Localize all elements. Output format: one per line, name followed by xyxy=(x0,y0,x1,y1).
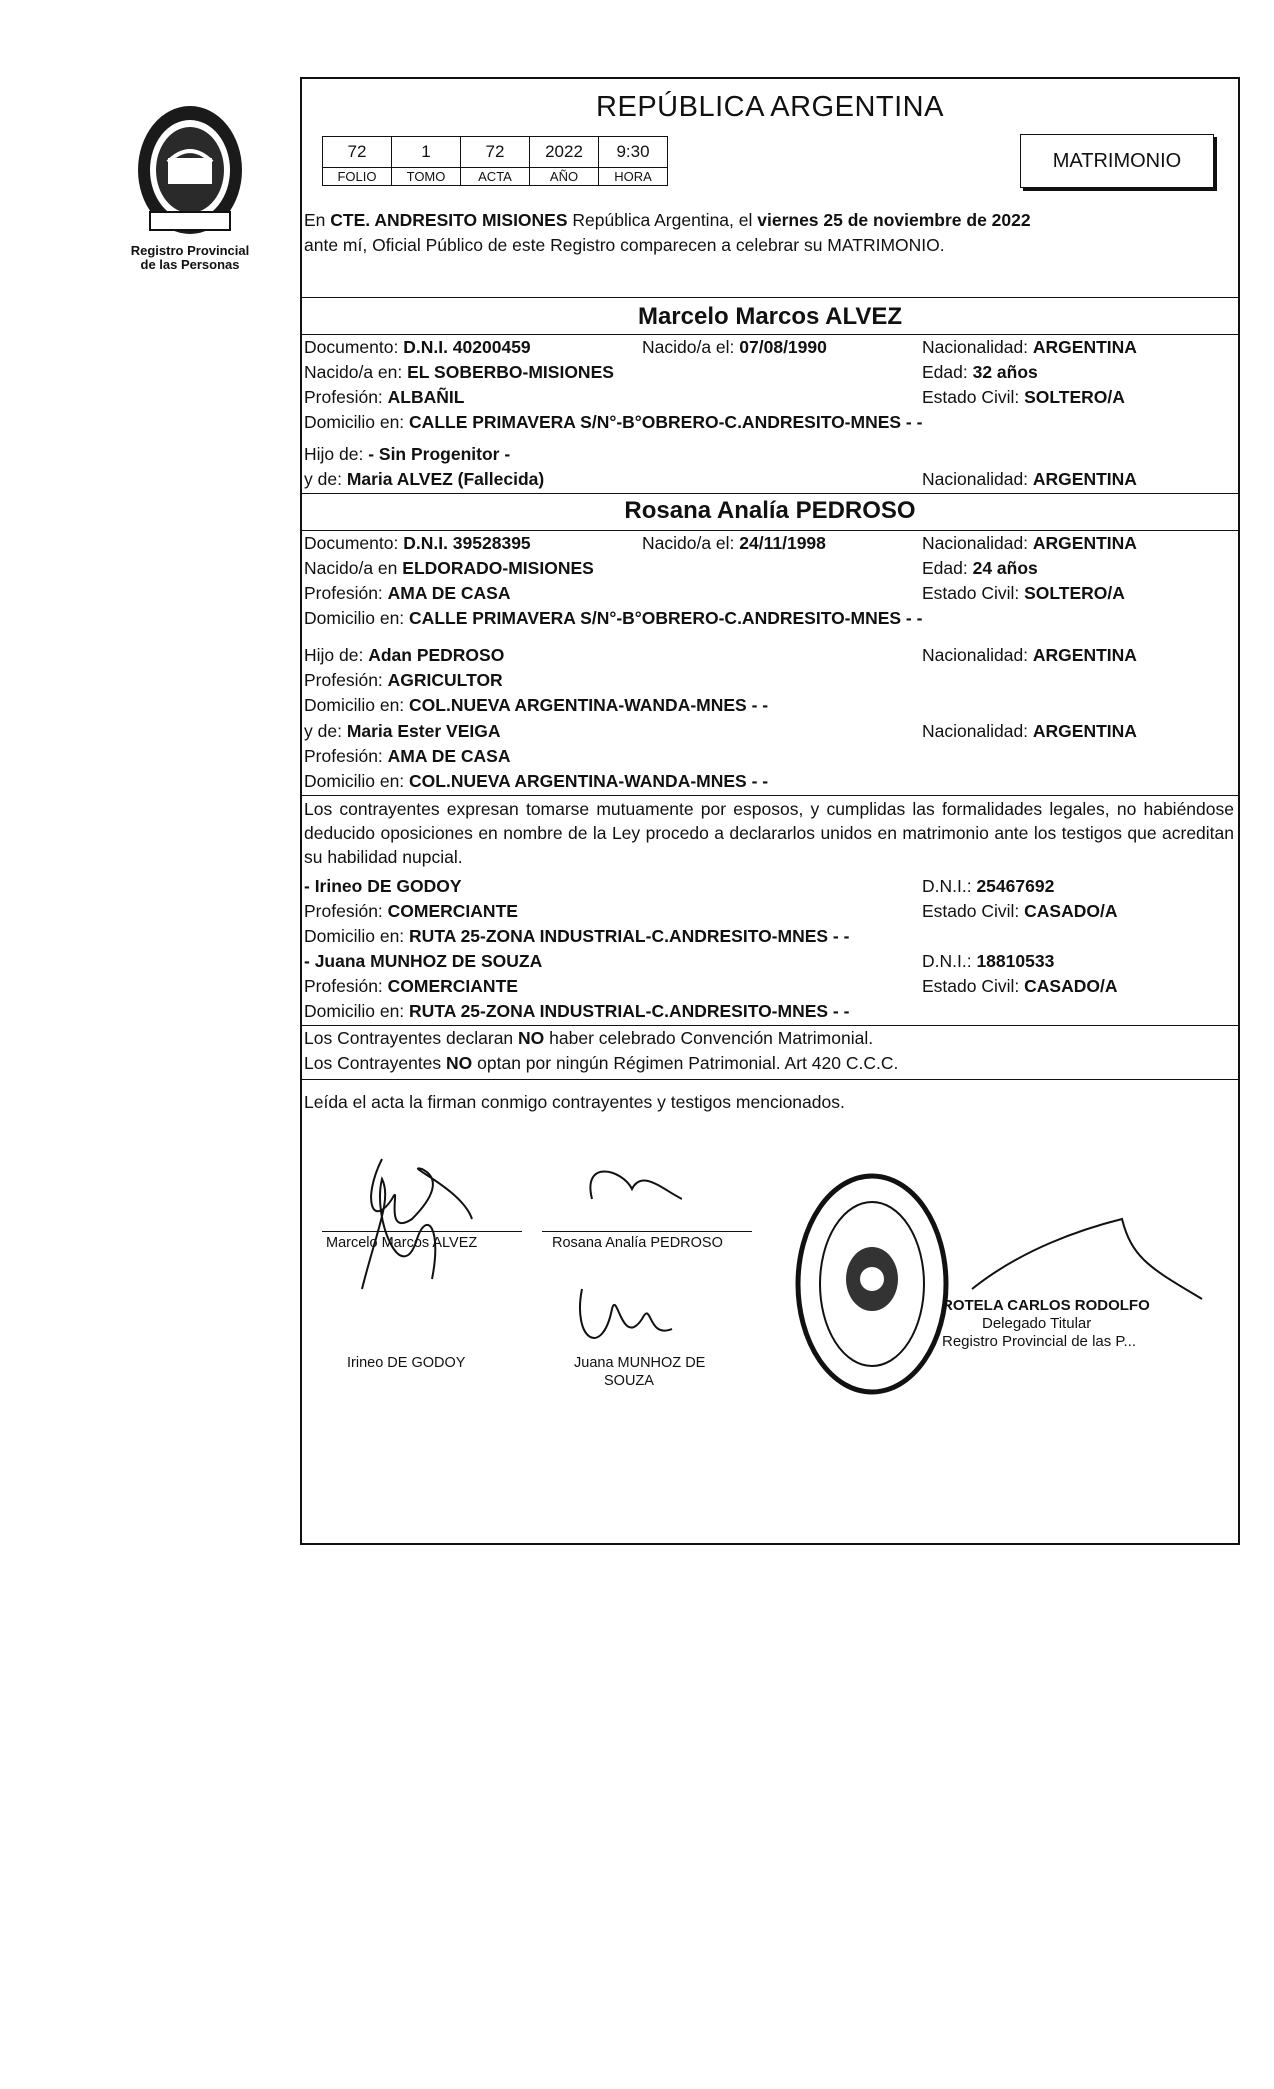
official-signature-icon xyxy=(962,1209,1212,1309)
bride-mother-address: Domicilio en: COL.NUEVA ARGENTINA-WANDA-MNES - - xyxy=(304,771,769,791)
groom-name: Marcelo Marcos ALVEZ xyxy=(637,303,903,330)
bride-father-address: Domicilio en: COL.NUEVA ARGENTINA-WANDA-MNES - - xyxy=(304,695,769,715)
divider xyxy=(302,297,1238,298)
hora-value: 9:30 xyxy=(599,137,668,168)
official-name: ROTELA CARLOS RODOLFO xyxy=(942,1297,1150,1314)
official-role: Delegado Titular xyxy=(982,1315,1092,1332)
divider xyxy=(302,1079,1238,1080)
witness-2-dni: D.N.I.: 18810533 xyxy=(922,951,1055,971)
divider xyxy=(302,795,1238,796)
note-convention: Los Contrayentes declaran NO haber celebrado Convención Matrimonial. xyxy=(304,1028,874,1048)
tomo-value: 1 xyxy=(392,137,461,168)
bride-age: Edad: 24 años xyxy=(922,558,1038,578)
record-type-badge: MATRIMONIO xyxy=(1020,134,1214,188)
groom-signature-name: Marcelo Marcos ALVEZ xyxy=(326,1235,478,1251)
page-title: REPÚBLICA ARGENTINA xyxy=(596,91,944,123)
logo-caption-line1: Registro Provincial xyxy=(130,243,250,258)
witness-2-civil-status: Estado Civil: CASADO/A xyxy=(922,976,1118,996)
witness-1-civil-status: Estado Civil: CASADO/A xyxy=(922,901,1118,921)
groom-birthdate: Nacido/a el: 07/08/1990 xyxy=(642,337,827,357)
logo-caption-line2: de las Personas xyxy=(140,257,240,272)
note-regime: Los Contrayentes NO optan por ningún Régimen Patrimonial. Art 420 C.C.C. xyxy=(304,1053,899,1073)
acta-value: 72 xyxy=(461,137,530,168)
bride-mother: y de: Maria Ester VEIGA xyxy=(304,721,501,741)
groom-nationality: Nacionalidad: ARGENTINA xyxy=(922,337,1137,357)
bride-mother-nationality: Nacionalidad: ARGENTINA xyxy=(922,721,1137,741)
folio-value: 72 xyxy=(323,137,392,168)
bride-mother-profession: Profesión: AMA DE CASA xyxy=(304,746,511,766)
marriage-certificate xyxy=(300,77,1240,1545)
witness-1-signature-name: Irineo DE GODOY xyxy=(347,1355,466,1371)
divider xyxy=(302,493,1238,494)
bride-father-profession: Profesión: AGRICULTOR xyxy=(304,670,503,690)
groom-profession: Profesión: ALBAÑIL xyxy=(304,387,465,407)
signature-line xyxy=(542,1231,752,1232)
registry-official xyxy=(942,1297,1150,1351)
groom-address: Domicilio en: CALLE PRIMAVERA S/N°-B°OBRERO-C.ANDRESITO-MNES - - xyxy=(304,412,923,432)
bride-civil-status: Estado Civil: SOLTERO/A xyxy=(922,583,1125,603)
ceremony-date: viernes 25 de noviembre de 2022 xyxy=(757,210,1031,230)
bride-nationality: Nacionalidad: ARGENTINA xyxy=(922,533,1137,553)
provincial-seal-icon xyxy=(130,100,250,240)
bride-father: Hijo de: Adan PEDROSO xyxy=(304,645,505,665)
groom-civil-status: Estado Civil: SOLTERO/A xyxy=(922,387,1125,407)
witness-2-name: - Juana MUNHOZ DE SOUZA xyxy=(304,951,543,971)
groom-father: Hijo de: - Sin Progenitor - xyxy=(304,444,511,464)
divider xyxy=(302,530,1238,531)
ano-label: AÑO xyxy=(530,168,599,186)
witness-1-dni: D.N.I.: 25467692 xyxy=(922,876,1055,896)
bride-profession: Profesión: AMA DE CASA xyxy=(304,583,511,603)
groom-mother: y de: Maria ALVEZ (Fallecida) xyxy=(304,469,545,489)
groom-mother-nationality: Nacionalidad: ARGENTINA xyxy=(922,469,1137,489)
declaration-text: Los contrayentes expresan tomarse mutuamente por esposos, y cumplidas las formalidades legales, no habiéndose deducido oposiciones en nombre de la Ley procedo a declararlos unidos en matrimonio ante los testigos que acreditan su habilidad nupcial. xyxy=(304,799,1234,867)
folio-label: FOLIO xyxy=(323,168,392,186)
witness-1-profession: Profesión: COMERCIANTE xyxy=(304,901,518,921)
groom-age: Edad: 32 años xyxy=(922,362,1038,382)
closing-text: Leída el acta la firman conmigo contrayentes y testigos mencionados. xyxy=(304,1092,845,1112)
bride-birthdate: Nacido/a el: 24/11/1998 xyxy=(642,533,826,553)
witness-1-name: - Irineo DE GODOY xyxy=(304,876,462,896)
official-office: Registro Provincial de las P... xyxy=(942,1333,1136,1350)
bride-document: Documento: D.N.I. 39528395 xyxy=(304,533,531,553)
signature-line xyxy=(322,1231,522,1232)
tomo-label: TOMO xyxy=(392,168,461,186)
acta-label: ACTA xyxy=(461,168,530,186)
record-reference-table xyxy=(322,136,668,186)
divider xyxy=(302,1025,1238,1026)
intro-line-1: En CTE. ANDRESITO MISIONES República Argentina, el viernes 25 de noviembre de 2022 xyxy=(304,210,1031,230)
groom-document: Documento: D.N.I. 40200459 xyxy=(304,337,531,357)
bride-birthplace: Nacido/a en ELDORADO-MISIONES xyxy=(304,558,594,578)
ceremony-place: CTE. ANDRESITO MISIONES xyxy=(330,210,568,230)
witness-2-signature-name-cont: SOUZA xyxy=(604,1373,654,1389)
witness-2-address: Domicilio en: RUTA 25-ZONA INDUSTRIAL-C.ANDRESITO-MNES - - xyxy=(304,1001,850,1021)
divider xyxy=(302,334,1238,335)
bride-signature-name: Rosana Analía PEDROSO xyxy=(552,1235,723,1251)
bride-address: Domicilio en: CALLE PRIMAVERA S/N°-B°OBRERO-C.ANDRESITO-MNES - - xyxy=(304,608,923,628)
groom-birthplace: Nacido/a en: EL SOBERBO-MISIONES xyxy=(304,362,614,382)
hora-label: HORA xyxy=(599,168,668,186)
bride-name: Rosana Analía PEDROSO xyxy=(624,497,916,524)
intro-line-2: ante mí, Oficial Público de este Registro comparecen a celebrar su MATRIMONIO. xyxy=(304,235,945,255)
bride-father-nationality: Nacionalidad: ARGENTINA xyxy=(922,645,1137,665)
ano-value: 2022 xyxy=(530,137,599,168)
witness-2-profession: Profesión: COMERCIANTE xyxy=(304,976,518,996)
witness-1-address: Domicilio en: RUTA 25-ZONA INDUSTRIAL-C.ANDRESITO-MNES - - xyxy=(304,926,850,946)
registry-logo xyxy=(115,100,265,272)
official-seal-icon xyxy=(792,1169,952,1399)
witness-2-signature-name: Juana MUNHOZ DE xyxy=(574,1355,706,1371)
